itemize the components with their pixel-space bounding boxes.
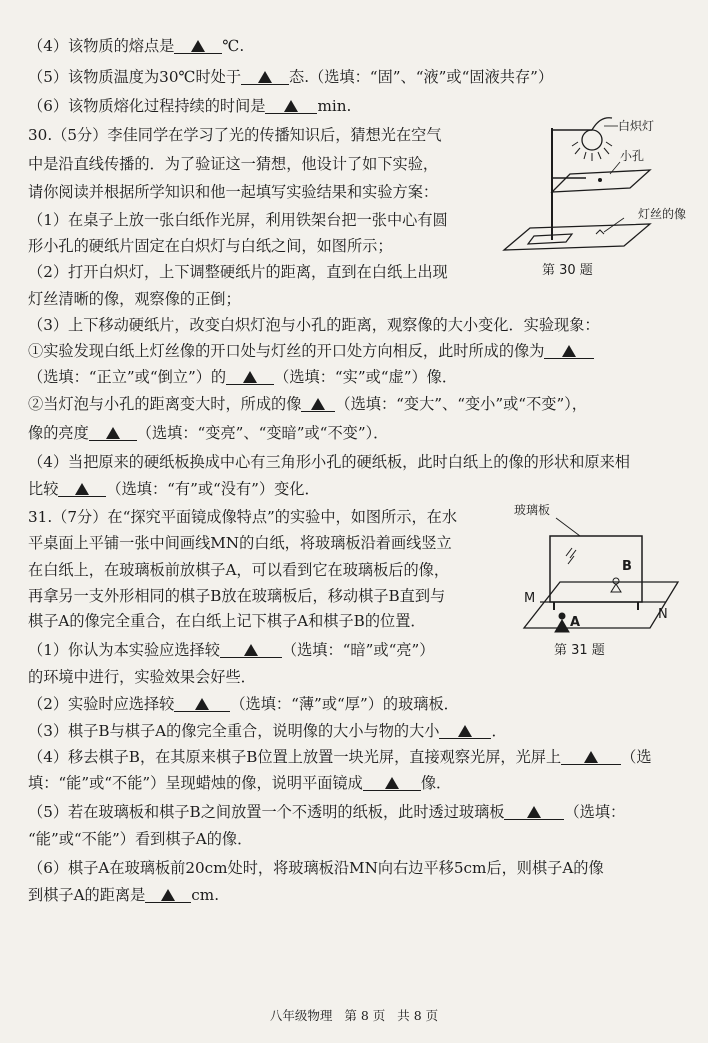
q30-line-11 [28, 394, 587, 414]
answer-blank[interactable] [58, 479, 106, 497]
footer-subject: 八年级物理 [269, 1008, 333, 1023]
text: （选填：“变大”、“变小”或“不变”）， [335, 395, 587, 413]
label-a: A [570, 615, 581, 630]
answer-blank[interactable] [226, 367, 274, 385]
text: 到棋子A的距离是 [28, 886, 146, 904]
text: cm. [191, 886, 220, 904]
text: （选 [621, 748, 652, 766]
label-filament-image: 灯丝的像 [638, 207, 687, 221]
label-m: M [524, 591, 536, 606]
text: （选填：“有”或“没有”）变化． [106, 480, 320, 498]
answer-blank[interactable] [439, 721, 491, 739]
q31-line-14: （6）棋子A在玻璃板前20cm处时，将玻璃板沿MN向右边平移5cm后，则棋子A的像 [28, 859, 604, 877]
triangle-icon [562, 345, 576, 357]
text: （1）你认为本实验应选择较 [28, 641, 220, 659]
text: ． [491, 722, 507, 740]
label-lamp: 白炽灯 [618, 119, 655, 133]
q31-line-8 [28, 694, 459, 714]
text: （4）该物质的熔点是 [28, 37, 175, 55]
text: （选填： [564, 803, 626, 821]
figure-31 [510, 498, 690, 660]
q31-line-15 [28, 885, 219, 905]
text: （3）棋子B与棋子A的像完全重合，说明像的大小与物的大小 [28, 722, 440, 740]
page-footer [0, 1006, 708, 1024]
text: （选填：“变亮”、“变暗”或“不变”）． [136, 424, 389, 442]
text: （选填：“薄”或“厚”）的玻璃板． [230, 695, 459, 713]
plane-mirror-diagram [510, 498, 690, 660]
q30-line-5: 形小孔的硬纸片固定在白炽灯与白纸之间，如图所示； [28, 237, 393, 255]
q31-line-3: 在白纸上，在玻璃板前放棋子A，可以看到它在玻璃板后的像， [28, 561, 450, 579]
q31-line-6 [28, 640, 434, 660]
q30-line-14 [28, 479, 320, 499]
figure-30 [500, 108, 700, 280]
triangle-icon [527, 806, 541, 818]
q31-line-5: 棋子A的像完全重合，在白纸上记下棋子A和棋子B的位置． [28, 612, 426, 630]
text: 比较 [28, 480, 59, 498]
triangle-icon [584, 751, 598, 763]
answer-blank[interactable] [363, 773, 421, 791]
q31-line-9 [28, 721, 507, 741]
q31-line-13: “能”或“不能”）看到棋子A的像． [28, 830, 253, 848]
q30-line-6: （2）打开白炽灯，上下调整硬纸片的距离，直到在白纸上出现 [28, 263, 448, 281]
answer-blank[interactable] [174, 694, 230, 712]
answer-blank[interactable] [89, 423, 137, 441]
q30-line-8: （3）上下移动硬纸片，改变白炽灯泡与小孔的距离，观察像的大小变化．实验现象： [28, 316, 600, 334]
triangle-icon [458, 725, 472, 737]
q31-line-7: 的环境中进行，实验效果会好些． [28, 668, 256, 686]
q30-line-10 [28, 367, 457, 387]
text: （5）该物质温度为30℃时处于 [28, 68, 242, 86]
triangle-icon [106, 427, 120, 439]
footer-total: 共 8 页 [397, 1008, 439, 1023]
answer-blank[interactable] [301, 394, 335, 412]
q30-line-12 [28, 423, 388, 443]
text: （2）实验时应选择较 [28, 695, 175, 713]
triangle-icon [161, 889, 175, 901]
text: 态.（选填：“固”、“液”或“固液共存”） [289, 68, 554, 86]
label-b: B [622, 559, 632, 574]
question-29-6 [28, 96, 351, 116]
text: min. [317, 97, 352, 115]
label-pinhole: 小孔 [620, 149, 645, 163]
text: （5）若在玻璃板和棋子B之间放置一个不透明的纸板，此时透过玻璃板 [28, 803, 505, 821]
text: ℃. [222, 37, 245, 55]
q30-line-4: （1）在桌子上放一张白纸作光屏，利用铁架台把一张中心有圆 [28, 211, 448, 229]
q30-line-13: （4）当把原来的硬纸板换成中心有三角形小孔的硬纸板，此时白纸上的像的形状和原来相 [28, 453, 630, 471]
q30-line-9 [28, 341, 594, 361]
text: 像的亮度 [28, 424, 89, 442]
text: 像． [420, 774, 452, 792]
answer-blank[interactable] [265, 96, 317, 114]
q31-line-10 [28, 747, 652, 767]
text: （4）移去棋子B，在其原来棋子B位置上放置一块光屏，直接观察光屏，光屏上 [28, 748, 562, 766]
caption-fig31: 第 31 题 [554, 643, 605, 658]
triangle-icon [284, 100, 298, 112]
q31-line-11 [28, 773, 451, 793]
triangle-icon [191, 40, 205, 52]
q31-line-1: 31.（7分）在“探究平面镜成像特点”的实验中，如图所示，在水 [28, 508, 458, 526]
triangle-icon [75, 483, 89, 495]
triangle-icon [311, 398, 325, 410]
triangle-icon [243, 371, 257, 383]
answer-blank[interactable] [174, 36, 222, 54]
q30-line-3: 请你阅读并根据所学知识和他一起填写实验结果和实验方案： [28, 183, 439, 201]
answer-blank[interactable] [145, 885, 191, 903]
text: ②当灯泡与小孔的距离变大时，所成的像 [28, 395, 302, 413]
q31-line-12 [28, 802, 625, 822]
q30-line-7: 灯丝清晰的像，观察像的正倒； [28, 290, 241, 308]
triangle-icon [195, 698, 209, 710]
text: （6）该物质熔化过程持续的时间是 [28, 97, 266, 115]
answer-blank[interactable] [220, 640, 282, 658]
question-29-4 [28, 36, 244, 56]
pinhole-apparatus-diagram [500, 108, 700, 280]
label-glass: 玻璃板 [514, 503, 551, 517]
label-n: N [658, 607, 668, 622]
text: （选填：“暗”或“亮”） [281, 641, 435, 659]
triangle-icon [244, 644, 258, 656]
footer-page: 第 8 页 [344, 1008, 386, 1023]
text: ①实验发现白纸上灯丝像的开口处与灯丝的开口处方向相反，此时所成的像为 [28, 342, 545, 360]
text: （选填：“实”或“虚”）像． [274, 368, 458, 386]
q30-line-2: 中是沿直线传播的．为了验证这一猜想，他设计了如下实验， [28, 155, 439, 173]
caption-fig30: 第 30 题 [542, 263, 593, 278]
answer-blank[interactable] [544, 341, 594, 359]
text: 填：“能”或“不能”）呈现蜡烛的像，说明平面镜成 [28, 774, 363, 792]
q31-line-4: 再拿另一支外形相同的棋子B放在玻璃板后，移动棋子B直到与 [28, 587, 446, 605]
q31-line-2: 平桌面上平铺一张中间画线MN的白纸，将玻璃板沿着画线竖立 [28, 534, 452, 552]
text: （选填：“正立”或“倒立”）的 [28, 368, 227, 386]
question-29-5 [28, 67, 553, 87]
triangle-icon [258, 71, 272, 83]
triangle-icon [385, 777, 399, 789]
q30-line-1: 30.（5分）李佳同学在学习了光的传播知识后，猜想光在空气 [28, 126, 442, 144]
answer-blank[interactable] [504, 802, 564, 820]
answer-blank[interactable] [561, 747, 621, 765]
answer-blank[interactable] [241, 67, 289, 85]
